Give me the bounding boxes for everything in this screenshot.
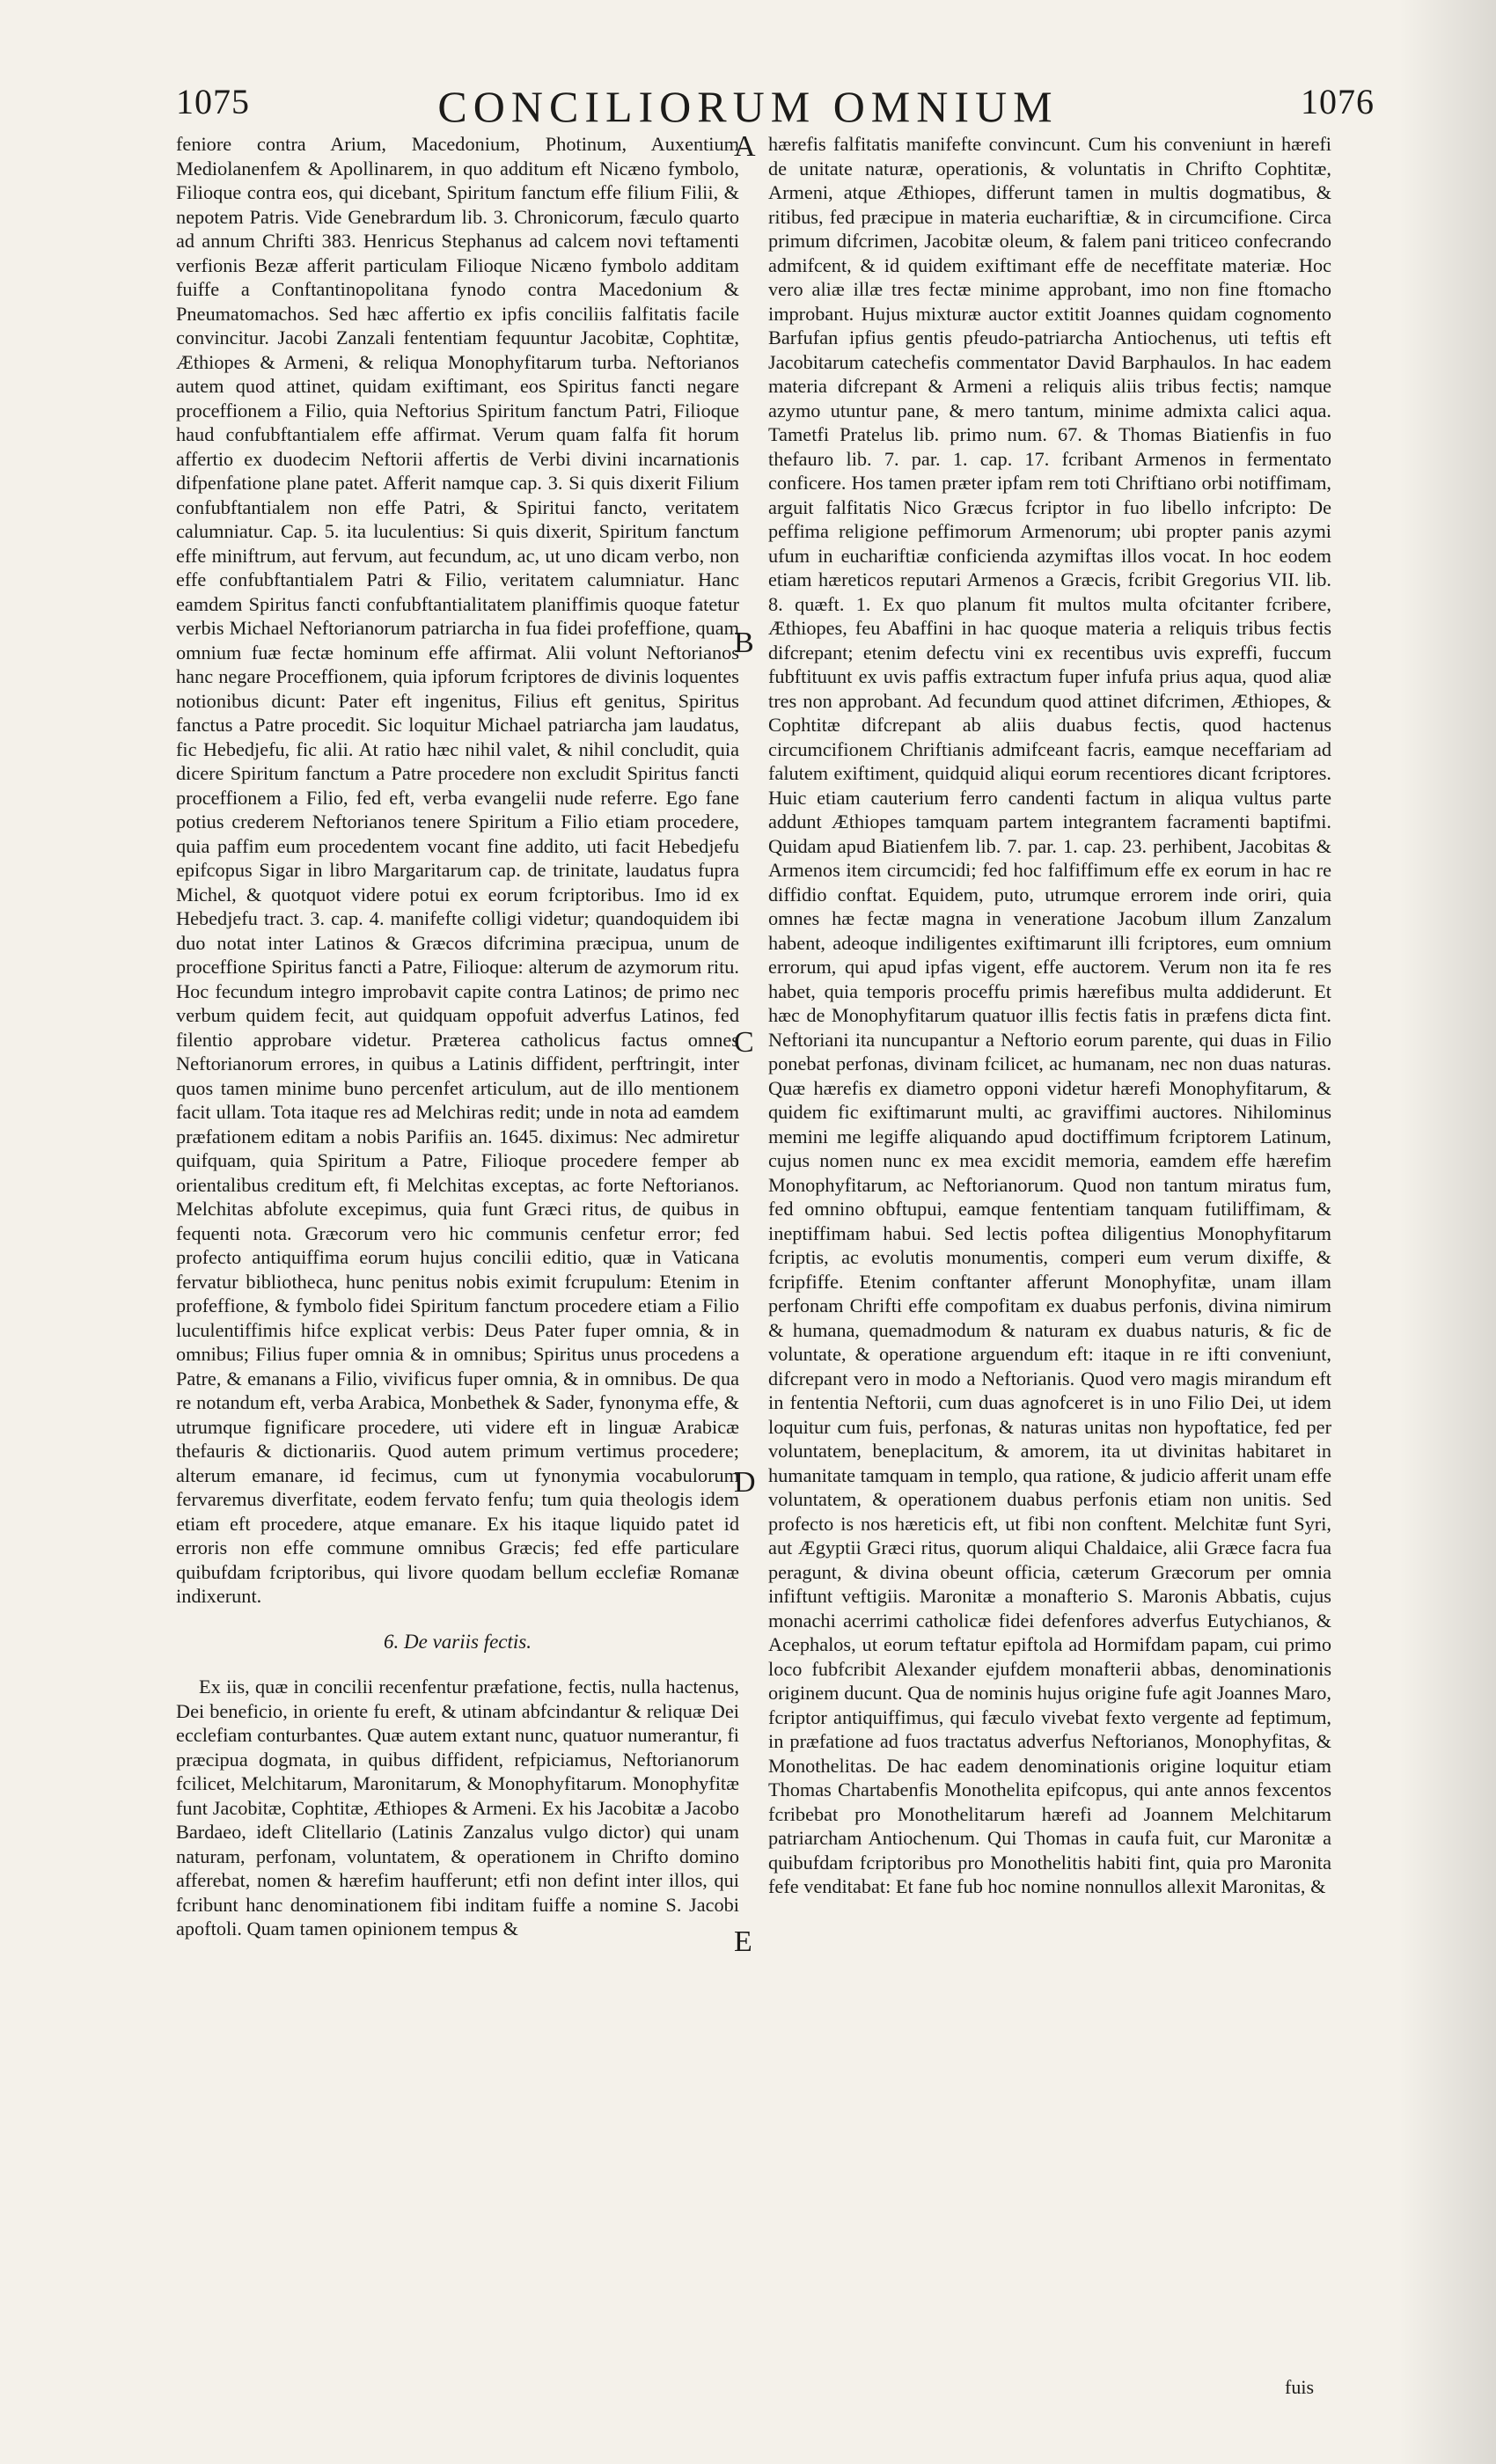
page-number-left: 1075: [176, 82, 250, 121]
margin-letter-c: C: [734, 1026, 754, 1059]
right-paragraph-1: hærefis falfitatis manifefte convincunt. Cum his conveniunt in hærefi de unitate naturæ, operationis, & voluntatis in Chrifto Cophtitæ, Armeni, atque Æthiopes, differunt tamen in multis dogmatibus, & ritibus, fed præcipue in materia euchariftiæ, & in circumcifione. Circa primum difcrimen, Jacobitæ oleum, & falem pani triticeo confecrando admifcent, & id quidem exiftimant effe de neceffitate materiæ. Hoc vero aliæ illæ tres fectæ minime approbant, imo non fine ftomacho improbant. Hujus mixturæ auctor extitit Joannes quidam cognomento Barfufan ipfius gentis pfeudo-patriarcha Antiochenus, uti teftis eft Jacobitarum catechefis commentator David Barphaulos. In hac eadem materia difcrepant & Armeni a reliquis aliis tribus fectis; namque azymo utuntur pane, & mero tantum, minime admixta calici aqua. Tametfi Pratelus lib. primo num. 67. & Thomas Biatienfis in fuo thefauro lib. 7. par. 1. cap. 17. fcribant Armenos in fermentato conficere. Hos tamen præter ipfam rem toti Chriftiano orbi notiffimam, arguit falfitatis Nico Græcus fcriptor in fuo libello infcripto: De peffima religione peffimorum Armenorum; ubi propter panis azymi ufum in euchariftiæ conficienda azymiftas illos vocat. In hoc eodem etiam hæreticos reputari Armenos a Græcis, fcribit Gregorius VII. lib. 8. quæft. 1. Ex quo planum fit multos multa ofcitanter fcribere, Æthiopes, feu Abaffini in hac quoque materia a reliquis tribus fectis difcrepant; etenim defectu vini ex recentibus uvis expreffi, fuccum fubftituunt ex uvis paffis extractum fuper infufa prius aqua, quod aliæ tres non approbant. Ad fecundum quod attinet difcrimen, Æthiopes, & Cophtitæ difcrepant ab aliis duabus fectis, quod hactenus circumcifionem Chriftianis admifceant facris, eamque neceffariam ad falutem exiftiment, quidquid aliqui eorum recentiores dicant fcriptores. Huic etiam cauterium ferro candenti factum in aliqua vultus parte addunt Æthiopes tamquam partem integrantem facramenti baptifmi. Quidam apud Biatienfem lib. 7. par. 1. cap. 23. perhibent, Jacobitas & Armenos item circumcidi; fed hoc falfiffimum effe ex eorum in hac re diffidio conftat. Equidem, puto, utrumque errorem inde oriri, quia omnes hæ fectæ magna in veneratione Jacobum illum Zanzalum habent, adeoque indiligentes exiftimarunt illi fcriptores, eum omnium errorum, qui apud ipfas vigent, effe auctorem. Verum non ita fe res habet, quia temporis proceffu primis hærefibus multa addiderunt. Et hæc de Monophyfitarum quatuor illis fectis fatis in præfens dicta fint. Neftoriani ita nuncupantur a Neftorio eorum parente, qui duas in Filio ponebat perfonas, divinam fcilicet, ac humanam, nec non duas naturas. Quæ hærefis ex diametro opponi videtur hærefi Monophyfitarum, & quidem fic exiftimarunt multi, ac graviffimi auctores. Nihilominus memini me legiffe aliquando apud doctiffimum fcriptorem Latinum, cujus nomen nunc ex mea excidit memoria, eamdem effe hærefim Monophyfitarum, ac Neftorianorum. Quod non tantum miratus fum, fed omnino obftupui, eamque fententiam tanquam futiliffimam, & ineptiffimam habui. Sed lectis poftea diligentius Monophyfitarum fcriptis, ac evolutis monumentis, comperi eum verum dixiffe, & fcripfiffe. Etenim conftanter afferunt Monophyfitæ, unam illam perfonam Chrifti effe compofitam ex duabus perfonis, divina nimirum & humana, quemadmodum & naturam ex duabus naturis, & fic de voluntate, & operatione arguendum eft: itaque in re ifti conveniunt, difcrepant vero in modo a Neftorianis. Quod vero magis mirandum eft in fententia Neftorii, cum duas agnofceret is in uno Filio Dei, ut idem loquitur cum fuis, perfonas, & naturas unitas non hypoftatice, fed per voluntatem, beneplacitum, & amorem, ita ut divinitas habitaret in humanitate tamquam in templo, qua ratione, & judicio afferit unam effe voluntatem, & operationem duabus perfonis etiam non unitis. Sed profecto is nos hæreticis eft, ut fibi non conftent. Melchitæ funt Syri, aut Ægyptii Græci ritus, quorum aliqui Chaldaice, alii Græce facra fua peragunt, & divina obeunt officia, cæterum Græcorum per omnia infiftunt veftigiis. Maronitæ a monafterio S. Maronis Abbatis, cujus monachi acerrimi catholicæ fidei defenfores adverfus Eutychianos, & Acephalos, ut eorum teftatur epiftola ad Hormifdam papam, cui primo loco fubfcribit Alexander ejufdem monafterii abbas, denominationis originem ducunt. Qua de nominis hujus origine fufe agit Joannes Maro, fcriptor antiquiffimus, qui fæculo vivebat fexto vergente ad feptimum, in præfatione ad fuos tractatus adverfus Neftorianos, Monophyfitas, & Monothelitas. De hac eadem denominationis origine loquitur etiam Thomas Chartabenfis Monothelita epifcopus, qui ante annos fexcentos fcribebat pro Monothelitarum hærefi ad Joannem Melchitarum patriarcham Antiochenum. Qui Thomas in caufa fuit, cur Maronitæ a quibufdam fcriptoribus pro Monothelitis habiti fint, quia pro Maronita fefe venditabat: Et fane fub hoc nomine nonnullos allexit Maronitas, &: [768, 133, 1331, 1897]
left-paragraph-1: feniore contra Arium, Macedonium, Photinum, Auxentium Mediolanenfem & Apollinarem, in quo additum eft Nicæno fymbolo, Filioque contra eos, qui dicebant, Spiritum fanctum effe filium Filii, & nepotem Patris. Vide Genebrardum lib. 3. Chronicorum, fæculo quarto ad annum Chrifti 383. Henricus Stephanus ad calcem novi teftamenti verfionis Bezæ afferit particulam Filioque Nicæno fymbolo additam fuiffe a Conftantinopolitana fynodo contra Macedonium & Pneumatomachos. Sed hæc affertio ex ipfis conciliis falfitatis facile convincitur. Jacobi Zanzali fententiam fequuntur Jacobitæ, Cophtitæ, Æthiopes & Armeni, & reliqua Monophyfitarum turba. Neftorianos autem quod attinet, quidam exiftimant, eos Spiritus fancti negare proceffionem a Filio, quia Neftorius Spiritum fanctum Patri, Filioque haud confubftantialem effe affirmat. Verum quam falfa fit horum affertio ex duodecim Neftorii affertis de Verbi divini incarnationis difpenfatione plane patet. Afferit namque cap. 3. Si quis dixerit Filium confubftantialem non effe Patri, & Spiritui fancto, veritatem calumniatur. Cap. 5. ita luculentius: Si quis dixerit, Spiritum fanctum effe miniftrum, aut fervum, aut fecundum, ac, ut uno dicam verbo, non effe confubftantialem Patri & Filio, veritatem calumniatur. Hanc eamdem Spiritus fancti confubftantialitatem planiffimis quoque fatetur verbis Michael Neftorianorum patriarcha in fua fidei profeffione, quam omnium fuæ fectæ hominum effe affirmat. Alii volunt Neftorianos hanc negare Proceffionem, quia ipforum fcriptores de divinis loquentes notionibus dicunt: Pater eft ingenitus, Filius eft genitus, Spiritus fanctus a Patre procedit. Sic loquitur Michael patriarcha jam laudatus, fic Hebedjefu, fic alii. At ratio hæc nihil valet, & nihil concludit, quia dicere Spiritum fanctum a Patre procedere non excludit Spiritus fancti proceffionem a Filio, fed eft, verba evangelii nude referre. Ego fane potius crederem Neftorianos tenere Spiritum a Filio etiam procedere, quia paffim eum procedentem vocant fine addito, uti facit Hebedjefu epifcopus Sigar in libro Margaritarum cap. de trinitate, laudatus fupra Michel, & quotquot videre potui ex eorum fcriptoribus. Imo id ex Hebedjefu tract. 3. cap. 4. manifefte colligi videtur; quandoquidem ibi duo notat inter Latinos & Græcos difcrimina præcipua, unum de proceffione Spiritus fancti a Patre, Filioque: alterum de azymorum ritu. Hoc fecundum integro improbavit capite contra Latinos; de primo nec verbum quidem fecit, aut quidquam oppofuit adverfus Latinos, fed filentio approbare videtur. Præterea catholicus factus omnes Neftorianorum errores, in quibus a Latinis diffident, perftringit, inter quos tamen minime buno percenfet articulum, aut de illo mentionem facit ullam. Tota itaque res ad Melchiras redit; unde in nota ad eamdem præfationem editam a nobis Parifiis an. 1645. diximus: Nec admiretur quifquam, quia Spiritum a Patre, Filioque procedere femper ab orientalibus creditum eft, fi Melchitas exceptas, ac forte Neftorianos. Melchitas abfolute excepimus, quia funt Græci ritus, de quibus in fequenti nota. Græcorum vero hic communis cenfetur error; fed profecto antiquiffima eorum hujus concilii editio, quæ in Vaticana fervatur bibliotheca, hunc penitus nobis eximit fcrupulum: Etenim in profeffione, & fymbolo fidei Spiritum fanctum procedere etiam a Filio luculentiffimis hifce explicat verbis: Deus Pater fuper omnia, & in omnibus; Filius fuper omnia & in omnibus; Spiritus unus procedens a Patre, & emanans a Filio, vivificus fuper omnia, & in omnibus. De qua re notandum eft, verba Arabica, Monbethek & Sader, fynonyma effe, & utrumque fignificare procedere, uti videre eft in linguæ Arabicæ thefauris & dictionariis. Quod autem primum vertimus procedere; alterum emanare, id fecimus, cum ut fynonymia vocabulorum fervaremus diverfitate, eodem fervato fenfu; tum quia theologis idem etiam eft procedere, atque emanare. Ex his itaque liquido patet id erroris non effe commune omnibus Græcis; fed effe particulare quibufdam fcriptoribus, qui livore quodam bellum ecclefiæ Romanæ indixerunt.: [176, 133, 739, 1607]
left-paragraph-2: Ex iis, quæ in concilii recenfentur præfatione, fectis, nulla hactenus, Dei beneficio, in oriente fu ereft, & utinam abfcindantur & reliquæ Dei ecclefiam conturbantes. Quæ autem extant nunc, quatuor numerantur, fi præcipua dogmata, in quibus diffident, refpiciamus, Neftorianorum fcilicet, Melchitarum, Maronitarum, & Monophyfitarum. Monophyfitæ funt Jacobitæ, Cophtitæ, Æthiopes & Armeni. Ex his Jacobitæ a Jacobo Bardaeo, ideft Clitellario (Latinis Zanzalus vulgo dictor) qui unam naturam, perfonam, voluntatem, & operationem in Chrifto domino afferebat, nomen & hærefim haufferunt; etfi non defint inter illos, qui fcribunt hanc denominationem fibi inditam fuiffe a nomine S. Jacobi apoftoli. Quam tamen opinionem tempus &: [176, 1676, 739, 1940]
margin-letter-a: A: [734, 130, 756, 163]
page-number-right: 1076: [1301, 82, 1375, 121]
catchword: fuis: [1285, 2376, 1314, 2398]
margin-letter-d: D: [734, 1466, 756, 1499]
running-title: CONCILIORUM OMNIUM: [437, 82, 1059, 131]
margin-letter-b: B: [734, 627, 754, 659]
right-column: [768, 132, 1331, 1899]
left-column: [176, 132, 739, 1941]
section-title: 6. De variis fectis.: [384, 1630, 532, 1653]
page-edge-shadow: [1399, 0, 1496, 2464]
margin-letter-e: E: [734, 1925, 752, 1958]
